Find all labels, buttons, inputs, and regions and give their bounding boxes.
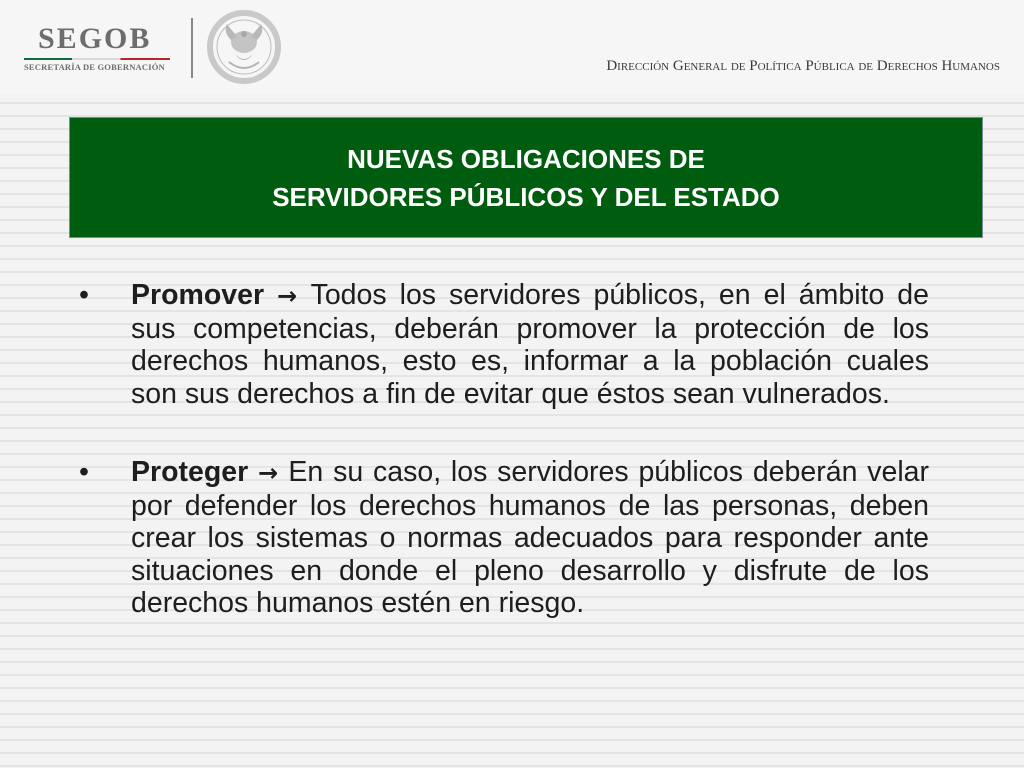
brand-name: SEGOB <box>38 22 152 55</box>
brand-color-rule <box>24 58 170 60</box>
slide-title-box <box>69 117 983 238</box>
arrow-right-icon: → <box>258 459 289 487</box>
header-divider <box>191 18 193 78</box>
bullet-marker: • <box>79 279 89 311</box>
bullet-term: Proteger <box>131 456 249 488</box>
bullet-term: Promover <box>131 279 265 311</box>
coat-of-arms-icon <box>205 10 283 84</box>
bullet-promover <box>79 279 929 410</box>
bullet-text: En su caso, los servidores públicos deberán velar por defender los derechos humanos de las personas, deben crear los sistemas o normas adecuados para responder ante situaciones en donde el pleno desarrollo y disfrute de los derechos humanos estén en riesgo. <box>131 456 930 619</box>
bullet-list <box>79 279 929 666</box>
slide-title-line-2: SERVIDORES PÚBLICOS Y DEL ESTADO <box>272 181 780 212</box>
header <box>0 0 1024 94</box>
bullet-marker: • <box>79 456 89 488</box>
arrow-right-icon: → <box>277 282 311 310</box>
bullet-proteger <box>79 456 929 620</box>
department-title: Dirección General de Política Pública de Derechos Humanos <box>606 58 1000 74</box>
slide-title-line-1: NUEVAS OBLIGACIONES DE <box>347 143 705 174</box>
segob-logo <box>24 22 174 74</box>
brand-subtitle: SECRETARÍA DE GOBERNACIÓN <box>24 62 165 72</box>
bullet-text: Todos los servidores públicos, en el ámbito de sus competencias, deberán promover la protección de los derechos humanos, esto es, informar a la población cuales son sus derechos a fin de evitar que éstos sean vulnerados. <box>131 279 929 410</box>
